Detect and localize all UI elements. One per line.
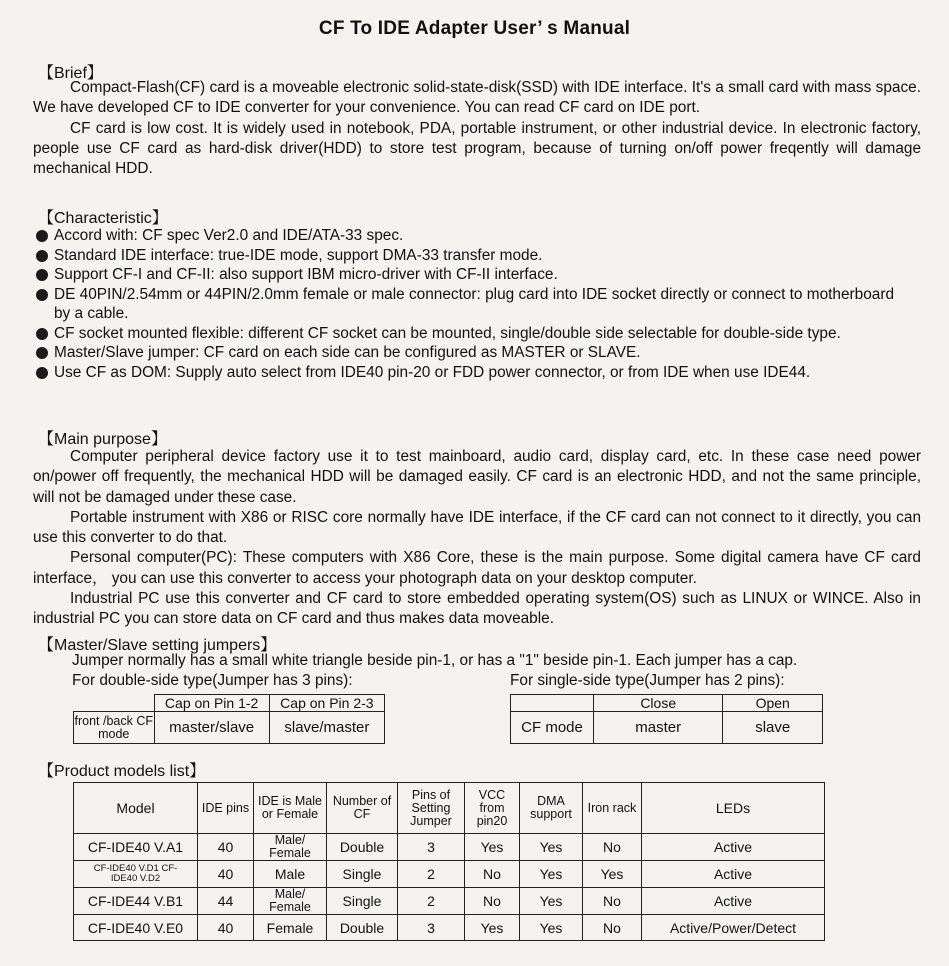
- table-cell: 40: [198, 834, 254, 861]
- table-cell: Active: [642, 888, 825, 915]
- brief-paragraph-1: Compact-Flash(CF) card is a moveable electronic solid-state-disk(SSD) with IDE interface. It's a small card with mass space. We have developed CF to IDE converter for your convenience. You can read CF card on IDE port.: [33, 79, 921, 117]
- table-cell: 2: [398, 861, 465, 888]
- models-header: LEDs: [642, 783, 825, 834]
- table-cell: No: [465, 888, 520, 915]
- bullet-icon: [36, 347, 48, 359]
- table-cell: 40: [198, 915, 254, 941]
- table-cell: Active/Power/Detect: [642, 915, 825, 941]
- table-header: Cap on Pin 2-3: [269, 695, 384, 712]
- empty-corner-cell: [74, 695, 155, 712]
- table-cell: Male/ Female: [254, 888, 327, 915]
- table-header: Cap on Pin 1-2: [154, 695, 269, 712]
- table-cell: Yes: [520, 888, 583, 915]
- table-cell: Female: [254, 915, 327, 941]
- characteristic-list: [33, 226, 913, 382]
- models-header: Number of CF: [327, 783, 398, 834]
- table-cell: slave/master: [269, 712, 384, 744]
- table-header: Open: [723, 695, 823, 712]
- bullet-icon: [36, 367, 48, 379]
- table-cell: 2: [398, 888, 465, 915]
- table-cell: Active: [642, 834, 825, 861]
- bullet-icon: [36, 269, 48, 281]
- table-cell: No: [583, 915, 642, 941]
- main-purpose-heading: 【Main purpose】: [38, 431, 167, 448]
- table-cell: Yes: [465, 915, 520, 941]
- table-cell: 3: [398, 915, 465, 941]
- table-cell: Yes: [520, 915, 583, 941]
- characteristic-item: Accord with: CF spec Ver2.0 and IDE/ATA-33 spec.: [33, 226, 913, 246]
- bullet-icon: [36, 230, 48, 242]
- purpose-paragraph-1: Computer peripheral device factory use it to test mainboard, audio card, display card, etc. In these case need power on/power off frequently, the mechanical HDD will be damaged easily. CF card is an electronic HDD, and not the same principle, will not be damaged under these case.: [33, 448, 921, 506]
- table-cell: 3: [398, 834, 465, 861]
- table-cell: Male/ Female: [254, 834, 327, 861]
- table-cell: master/slave: [154, 712, 269, 744]
- brief-heading: 【Brief】: [38, 65, 103, 82]
- table-header: Close: [594, 695, 723, 712]
- table-cell: Yes: [465, 834, 520, 861]
- bullet-icon: [36, 289, 48, 301]
- models-header: VCC from pin20: [465, 783, 520, 834]
- characteristic-item: CF socket mounted flexible: different CF socket can be mounted, single/double side selectable for double-side type.: [33, 324, 913, 344]
- table-cell: Yes: [520, 861, 583, 888]
- table-cell: master: [594, 712, 723, 744]
- characteristic-item: Standard IDE interface: true-IDE mode, support DMA-33 transfer mode.: [33, 246, 913, 266]
- double-side-jumper-table: [73, 694, 385, 744]
- double-side-label: For double-side type(Jumper has 3 pins):: [72, 672, 353, 689]
- single-side-jumper-table: [510, 694, 823, 744]
- model-cell: CF-IDE44 V.B1: [74, 888, 198, 915]
- document-title: CF To IDE Adapter User’ s Manual: [318, 18, 631, 39]
- models-header: Pins of Setting Jumper: [398, 783, 465, 834]
- models-header: IDE pins: [198, 783, 254, 834]
- model-cell: CF-IDE40 V.D1 CF-IDE40 V.D2: [74, 861, 198, 888]
- table-cell: Single: [327, 888, 398, 915]
- table-row: [74, 861, 825, 888]
- product-models-table: [73, 782, 825, 941]
- table-row: [74, 915, 825, 941]
- characteristic-heading: 【Characteristic】: [38, 210, 168, 227]
- table-row: [74, 834, 825, 861]
- single-side-label: For single-side type(Jumper has 2 pins):: [510, 672, 785, 689]
- characteristic-item: DE 40PIN/2.54mm or 44PIN/2.0mm female or male connector: plug card into IDE socket directly or connect to motherboard by a cable.: [33, 285, 913, 324]
- models-header: Model: [74, 783, 198, 834]
- table-cell: No: [583, 834, 642, 861]
- bullet-icon: [36, 250, 48, 262]
- models-header: DMA support: [520, 783, 583, 834]
- empty-corner-cell: [511, 695, 594, 712]
- characteristic-item: Use CF as DOM: Supply auto select from IDE40 pin-20 or FDD power connector, or from IDE when use IDE44.: [33, 363, 913, 383]
- jumpers-heading: 【Master/Slave setting jumpers】: [38, 637, 277, 654]
- row-label: front /back CF mode: [74, 712, 155, 744]
- table-cell: Single: [327, 861, 398, 888]
- table-cell: Male: [254, 861, 327, 888]
- purpose-paragraph-4: Industrial PC use this converter and CF card to store embedded operating system(OS) such as LINUX or WINCE. Also in industrial PC you can store data on CF card and thus makes data moveable.: [33, 590, 921, 628]
- row-label: CF mode: [511, 712, 594, 744]
- models-header: Iron rack: [583, 783, 642, 834]
- table-cell: 44: [198, 888, 254, 915]
- brief-paragraph-2: CF card is low cost. It is widely used in notebook, PDA, portable instrument, or other industrial device. In electronic factory, people use CF card as hard-disk driver(HDD) to store test program, because of turning on/off power freqently will damage mechanical HDD.: [33, 119, 921, 178]
- characteristic-item: Master/Slave jumper: CF card on each side can be configured as MASTER or SLAVE.: [33, 343, 913, 363]
- table-cell: Yes: [520, 834, 583, 861]
- main-purpose-text: [33, 447, 921, 630]
- table-cell: No: [465, 861, 520, 888]
- table-cell: No: [583, 888, 642, 915]
- model-cell: CF-IDE40 V.E0: [74, 915, 198, 941]
- table-cell: Double: [327, 834, 398, 861]
- purpose-paragraph-3: Personal computer(PC): These computers with X86 Core, these is the main purpose. Some digital camera have CF card interface， you can use this converter to access your photograph data on your desktop computer.: [33, 549, 921, 587]
- table-cell: Yes: [583, 861, 642, 888]
- bullet-icon: [36, 328, 48, 340]
- model-cell: CF-IDE40 V.A1: [74, 834, 198, 861]
- characteristic-item: Support CF-I and CF-II: also support IBM micro-driver with CF-II interface.: [33, 265, 913, 285]
- models-header: IDE is Male or Female: [254, 783, 327, 834]
- table-cell: Active: [642, 861, 825, 888]
- jumpers-intro: Jumper normally has a small white triangle beside pin-1, or has a "1" beside pin-1. Each jumper has a cap.: [72, 652, 798, 669]
- purpose-paragraph-2: Portable instrument with X86 or RISC core normally have IDE interface, if the CF card can not connect to it directly, you can use this converter to do that.: [33, 508, 921, 547]
- brief-text: [33, 78, 921, 179]
- models-heading: 【Product models list】: [38, 763, 206, 780]
- table-cell: 40: [198, 861, 254, 888]
- table-cell: slave: [723, 712, 823, 744]
- table-row: [74, 888, 825, 915]
- table-cell: Double: [327, 915, 398, 941]
